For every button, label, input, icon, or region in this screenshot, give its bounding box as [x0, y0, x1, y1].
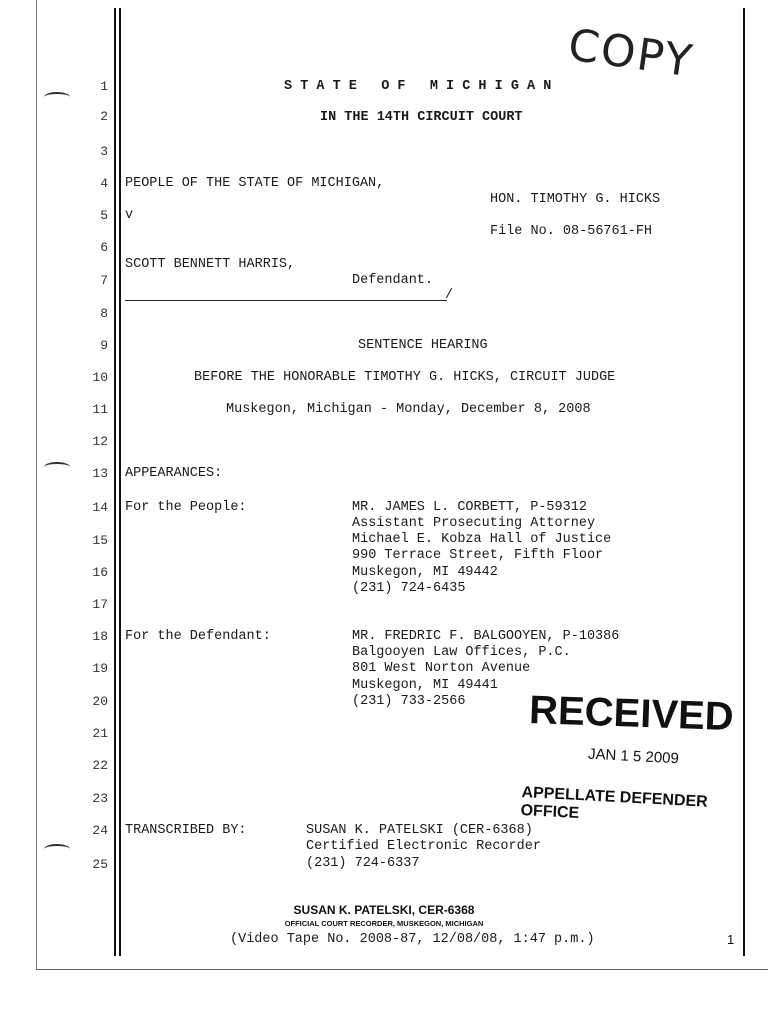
- left-margin-rule-a: [114, 8, 116, 956]
- appellate-office-stamp: APPELLATE DEFENDER OFFICE: [520, 784, 709, 823]
- line-number: 11: [92, 402, 108, 417]
- line-number: 4: [100, 176, 108, 191]
- judge-name: HON. TIMOTHY G. HICKS: [490, 192, 661, 207]
- line-number: 18: [92, 629, 108, 644]
- line-number: 2: [100, 109, 108, 124]
- line-number: 16: [92, 565, 108, 580]
- people-line: Muskegon, MI 49442: [352, 565, 498, 580]
- transcriber-line: Certified Electronic Recorder: [306, 839, 541, 854]
- line-number: 21: [92, 726, 108, 741]
- defendant-counsel-line: (231) 733-2566: [352, 694, 466, 709]
- transcribed-by-label: TRANSCRIBED BY:: [125, 823, 247, 838]
- margin-mark: [44, 844, 70, 854]
- footer-recorder-name: SUSAN K. PATELSKI, CER-6368: [293, 903, 475, 917]
- line-number: 14: [92, 500, 108, 515]
- line-number: 12: [92, 434, 108, 449]
- received-stamp: RECEIVED: [528, 688, 735, 740]
- copy-stamp: COPY: [565, 19, 697, 88]
- versus: v: [125, 208, 134, 223]
- line-number: 7: [100, 273, 108, 288]
- people-line: Assistant Prosecuting Attorney: [352, 516, 596, 531]
- defendant-counsel-line: Muskegon, MI 49441: [352, 678, 498, 693]
- bottom-border: [36, 969, 768, 970]
- footer-recorder-title: OFFICIAL COURT RECORDER, MUSKEGON, MICHIGAN: [284, 919, 484, 928]
- hearing-title: SENTENCE HEARING: [358, 338, 488, 353]
- line-number: 3: [100, 144, 108, 159]
- appearances-heading: APPEARANCES:: [125, 466, 223, 481]
- line-number: 22: [92, 758, 108, 773]
- line-number: 19: [92, 661, 108, 676]
- defendant-label: Defendant.: [352, 273, 434, 288]
- caption-slash: /: [445, 288, 454, 303]
- line-number: 17: [92, 597, 108, 612]
- line-number: 13: [92, 466, 108, 481]
- hearing-place-date: Muskegon, Michigan - Monday, December 8, 2008: [226, 402, 591, 417]
- defendant-counsel-line: 801 West Norton Avenue: [352, 661, 531, 676]
- line-number: 5: [100, 208, 108, 223]
- left-outer-border: [36, 0, 37, 970]
- people-line: MR. JAMES L. CORBETT, P-59312: [352, 500, 587, 515]
- left-margin-rule-b: [119, 8, 121, 956]
- footer-tape-info: (Video Tape No. 2008-87, 12/08/08, 1:47 p.m.): [230, 932, 595, 947]
- line-number: 23: [92, 791, 108, 806]
- caption-underline: [125, 300, 447, 301]
- transcriber-line: (231) 724-6337: [306, 856, 420, 871]
- hearing-before: BEFORE THE HONORABLE TIMOTHY G. HICKS, CIRCUIT JUDGE: [194, 370, 616, 385]
- defendant-counsel-line: MR. FREDRIC F. BALGOOYEN, P-10386: [352, 629, 620, 644]
- line-number: 25: [92, 857, 108, 872]
- line-number: 1: [100, 79, 108, 94]
- transcriber-line: SUSAN K. PATELSKI (CER-6368): [306, 823, 533, 838]
- defendant-counsel-label: For the Defendant:: [125, 629, 271, 644]
- defendant-name: SCOTT BENNETT HARRIS,: [125, 257, 296, 272]
- line-number: 9: [100, 338, 108, 353]
- received-date-stamp: JAN 1 5 2009: [587, 745, 680, 768]
- people-line: 990 Terrace Street, Fifth Floor: [352, 548, 604, 563]
- page-number: 1: [727, 932, 735, 947]
- line-number: 6: [100, 240, 108, 255]
- line-number: 8: [100, 306, 108, 321]
- line-number: 10: [92, 370, 108, 385]
- plaintiff-name: PEOPLE OF THE STATE OF MICHIGAN,: [125, 176, 385, 191]
- line-number: 24: [92, 823, 108, 838]
- line-number: 20: [92, 694, 108, 709]
- people-line: (231) 724-6435: [352, 581, 466, 596]
- court-heading: IN THE 14TH CIRCUIT COURT: [320, 110, 523, 125]
- people-label: For the People:: [125, 500, 247, 515]
- line-number: 15: [92, 533, 108, 548]
- people-line: Michael E. Kobza Hall of Justice: [352, 532, 612, 547]
- file-number: File No. 08-56761-FH: [490, 224, 653, 239]
- defendant-counsel-line: Balgooyen Law Offices, P.C.: [352, 645, 571, 660]
- state-heading: S T A T E O F M I C H I G A N: [284, 79, 552, 94]
